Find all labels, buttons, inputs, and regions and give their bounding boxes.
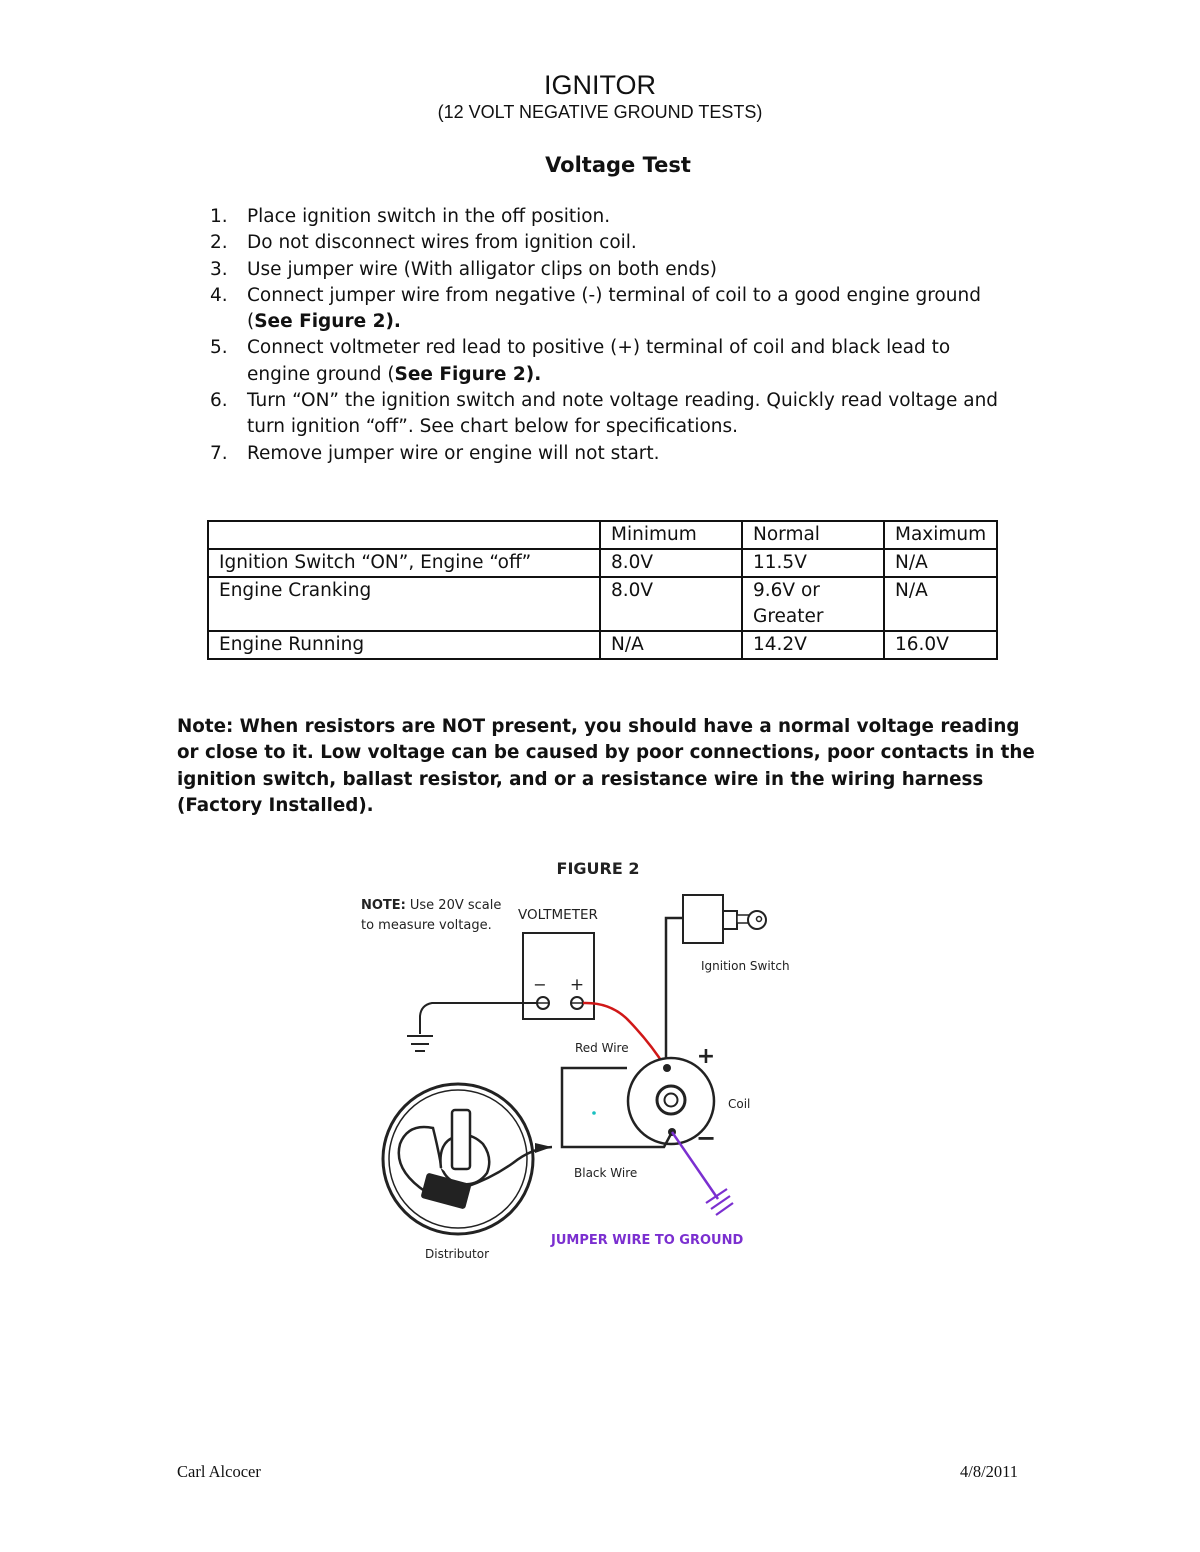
coil-plus-sign: +	[696, 1044, 716, 1069]
coil-positive-terminal	[663, 1064, 671, 1072]
document-title: IGNITOR	[543, 70, 656, 100]
red-wire	[583, 1003, 666, 1068]
figure-note-line1: Use 20V scale	[409, 898, 502, 913]
step-number: 7.	[210, 442, 228, 464]
step-text: Place ignition switch in the off position.	[247, 206, 611, 227]
teal-dot	[592, 1111, 596, 1115]
table-cell: 9.6V or Greater	[742, 577, 884, 631]
distributor-rotor	[452, 1110, 470, 1169]
ignition-switch-body	[683, 895, 723, 943]
step-number: 5.	[210, 337, 228, 359]
voltmeter-minus-sign: −	[533, 975, 547, 994]
ground-symbol	[407, 1036, 433, 1051]
figure-note-bold: NOTE:	[361, 898, 406, 913]
figure-title: FIGURE 2	[556, 859, 640, 878]
red-wire-label: Red Wire	[575, 1041, 629, 1055]
step-text: Use jumper wire (With alligator clips on both ends)	[247, 258, 717, 280]
voltmeter-label: VOLTMETER	[518, 907, 598, 923]
step-number: 2.	[210, 232, 228, 254]
coil-center-inner	[665, 1094, 678, 1107]
step-number: 6.	[210, 390, 228, 412]
section-heading: Voltage Test	[545, 153, 691, 177]
table-cell: Engine Cranking	[208, 577, 600, 631]
ignition-switch-label: Ignition Switch	[701, 959, 790, 973]
step-number: 4.	[210, 284, 228, 306]
step-text: Connect voltmeter red lead to positive (+) terminal of coil and black lead to engine ground (	[247, 337, 951, 385]
step-text: Turn “ON” the ignition switch and note voltage reading. Quickly read voltage and turn ignition “off”. See chart below for specifications.	[247, 390, 999, 438]
table-cell: 14.2V	[742, 631, 884, 659]
table-cell: 11.5V	[742, 549, 884, 577]
table-header-cell: Minimum	[600, 521, 742, 549]
document-subtitle: (12 VOLT NEGATIVE GROUND TESTS)	[437, 102, 763, 122]
figure-note-line2: to measure voltage.	[361, 918, 492, 933]
step-text: Connect jumper wire from negative (-) terminal of coil to a good engine ground (	[247, 284, 981, 333]
table-cell: 16.0V	[884, 631, 997, 659]
key-hole	[757, 917, 762, 922]
jumper-ground-symbol	[706, 1189, 733, 1215]
voltmeter-ground-wire	[420, 1003, 537, 1034]
table-cell: Ignition Switch “ON”, Engine “off”	[208, 549, 600, 577]
black-wire-label: Black Wire	[574, 1166, 638, 1180]
step-bold-text: See Figure 2).	[394, 363, 542, 385]
table-cell: Engine Running	[208, 631, 600, 659]
ignition-switch-barrel	[723, 911, 737, 929]
step-number: 1.	[210, 206, 228, 227]
coil-minus-sign: −	[695, 1124, 717, 1152]
step-bold-text: See Figure 2).	[254, 311, 401, 333]
jumper-wire-label: JUMPER WIRE TO GROUND	[551, 1233, 744, 1248]
step-text: Remove jumper wire or engine will not start.	[247, 442, 660, 464]
table-cell: N/A	[884, 577, 997, 631]
table-cell: N/A	[600, 631, 742, 659]
step-text: Do not disconnect wires from ignition coil.	[247, 232, 637, 254]
table-cell: 8.0V	[600, 577, 742, 631]
table-cell: 8.0V	[600, 549, 742, 577]
voltmeter-plus-sign: +	[569, 975, 585, 995]
step-number: 3.	[210, 258, 228, 280]
note-paragraph: Note: When resistors are NOT present, you should have a normal voltage reading or close to it. Low voltage can be caused by poor connections, poor contacts in the ignition switch, ballast resistor, and or a resistance wire in the wiring harness (Factory Installed).	[177, 716, 1035, 816]
footer-author: Carl Alcocer	[177, 1462, 261, 1481]
distributor-label: Distributor	[425, 1247, 490, 1261]
table-header-cell: Maximum	[884, 521, 997, 549]
table-header-cell: Normal	[742, 521, 884, 549]
figure-note	[361, 898, 501, 913]
ignition-switch-wire	[666, 918, 683, 1068]
table-cell: N/A	[884, 549, 997, 577]
footer-date: 4/8/2011	[960, 1462, 1019, 1481]
coil-label: Coil	[728, 1097, 751, 1111]
